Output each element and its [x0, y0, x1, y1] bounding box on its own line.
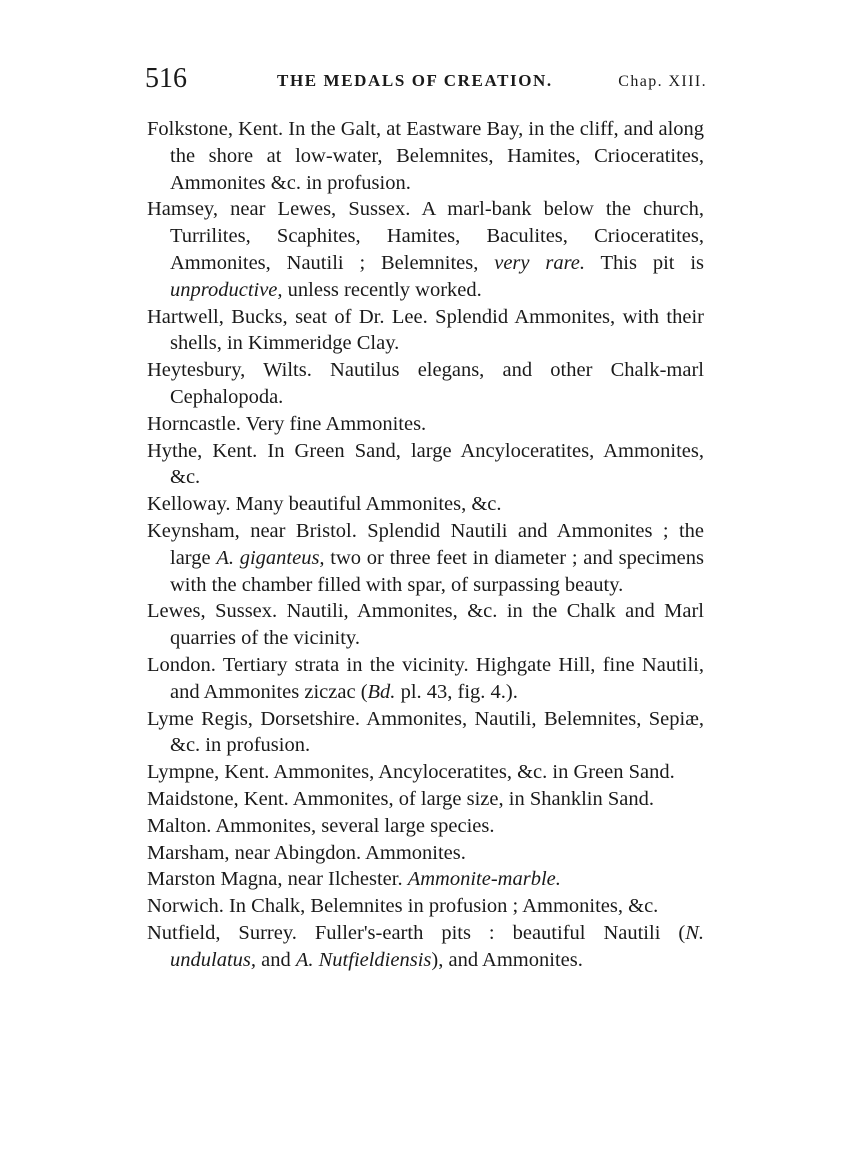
locality-name: Hythe, Kent. — [147, 439, 258, 462]
locality-description: pl. 43, fig. 4.). — [400, 680, 518, 703]
list-item — [147, 759, 704, 786]
locality-description: Nautili, Ammonites, &c. in the Chalk and Marl quarries of the vicinity. — [170, 600, 705, 650]
species-name: N. undulatus, — [170, 921, 705, 971]
locality-description: This pit is — [600, 251, 705, 274]
locality-description: A marl-bank below the church, Turrilites, Scaphites, Hamites, Baculites, Crioceratites, Ammonites, Nautili ; Belemnites, — [170, 198, 704, 274]
locality-description: ), and Ammonites. — [431, 948, 583, 971]
locality-name: Lympne, Kent. — [147, 761, 270, 784]
chapter-label: Chap. XIII. — [618, 73, 707, 90]
locality-description: Fuller's-earth pits : beautiful Nautili ( — [314, 921, 686, 944]
locality-description: In Chalk, Belemnites in profusion ; Ammonites, &c. — [228, 895, 659, 918]
list-item — [147, 304, 704, 358]
locality-description: In the Galt, at Eastware Bay, in the cliff, and along the shore at low-water, Belemnites, Hamites, Crioceratites, Ammonites &c. in profusion. — [170, 118, 705, 194]
list-item — [147, 893, 704, 920]
locality-name: Heytesbury, Wilts. — [147, 359, 312, 382]
locality-description: Ammonites, Nautili, Belemnites, Sepiæ, &c. in profusion. — [170, 707, 704, 757]
locality-name: Folkstone, Kent. — [147, 118, 284, 140]
locality-description: Splendid Ammonites, with their shells, in Kimmeridge Clay. — [170, 305, 704, 355]
running-title: THE MEDALS OF CREATION. — [277, 71, 553, 90]
list-item — [147, 598, 704, 652]
page-number: 516 — [145, 63, 187, 94]
locality-name: Hamsey, near Lewes, Sussex. — [147, 198, 411, 221]
list-item — [147, 518, 704, 598]
locality-description: Ammonites, Ancyloceratites, &c. in Green Sand. — [273, 761, 675, 784]
locality-description: Ammonites. — [365, 841, 466, 864]
locality-description: Ammonites, several large species. — [215, 814, 495, 837]
locality-description: Tertiary strata in the vicinity. Highgate Hill, fine Nautili, and Ammonites ziczac ( — [170, 653, 704, 703]
locality-name: Norwich. — [147, 895, 224, 918]
locality-description: unless recently worked. — [287, 278, 482, 301]
locality-name: Lewes, Sussex. — [147, 600, 278, 623]
reference-abbrev: Bd. — [367, 680, 396, 703]
list-item — [147, 491, 704, 518]
list-item — [147, 116, 704, 196]
list-item — [147, 866, 704, 893]
locality-name: Marsham, near Abingdon. — [147, 841, 362, 864]
list-item — [147, 840, 704, 867]
locality-name: Horncastle. — [147, 412, 241, 435]
species-name: A. giganteus, — [216, 546, 325, 569]
locality-name: Maidstone, Kent. — [147, 787, 289, 810]
locality-name: Marston Magna, near Ilchester. — [147, 868, 403, 891]
list-item — [147, 438, 704, 492]
species-name: A. Nutfieldiensis — [295, 948, 432, 971]
locality-name: Nutfield, Surrey. — [147, 921, 297, 944]
locality-name: Hartwell, Bucks, seat of Dr. Lee. — [147, 305, 428, 328]
locality-name: Malton. — [147, 814, 212, 837]
list-item — [147, 920, 704, 974]
list-item — [147, 357, 704, 411]
list-item — [147, 706, 704, 760]
locality-name: Kelloway. — [147, 493, 231, 516]
locality-name: London. — [147, 653, 216, 676]
locality-description: and — [261, 948, 291, 971]
italic-note: unproductive, — [170, 278, 283, 301]
running-head — [145, 62, 707, 96]
locality-name: Keynsham, near Bristol. — [147, 519, 357, 542]
list-item — [147, 196, 704, 303]
locality-name: Lyme Regis, Dorsetshire. — [147, 707, 360, 730]
italic-note: Ammonite-marble. — [407, 868, 561, 891]
italic-note: very rare. — [494, 251, 586, 274]
locality-description: Very fine Ammonites. — [245, 412, 427, 435]
list-item — [147, 652, 704, 706]
locality-description: In Green Sand, large Ancyloceratites, Ammonites, &c. — [170, 439, 705, 489]
locality-description: Nautilus elegans, and other Chalk-marl Cephalopoda. — [170, 359, 704, 408]
list-item — [147, 786, 704, 813]
locality-description: Splendid Nautili and Ammonites ; the large — [170, 519, 705, 569]
locality-description: two or three feet in diameter ; and specimens with the chamber filled with spar, of surpassing beauty. — [170, 546, 704, 596]
locality-list — [147, 116, 704, 974]
list-item — [147, 813, 704, 840]
locality-description: Ammonites, of large size, in Shanklin Sand. — [292, 787, 654, 810]
locality-description: Many beautiful Ammonites, &c. — [235, 493, 502, 516]
list-item — [147, 411, 704, 438]
